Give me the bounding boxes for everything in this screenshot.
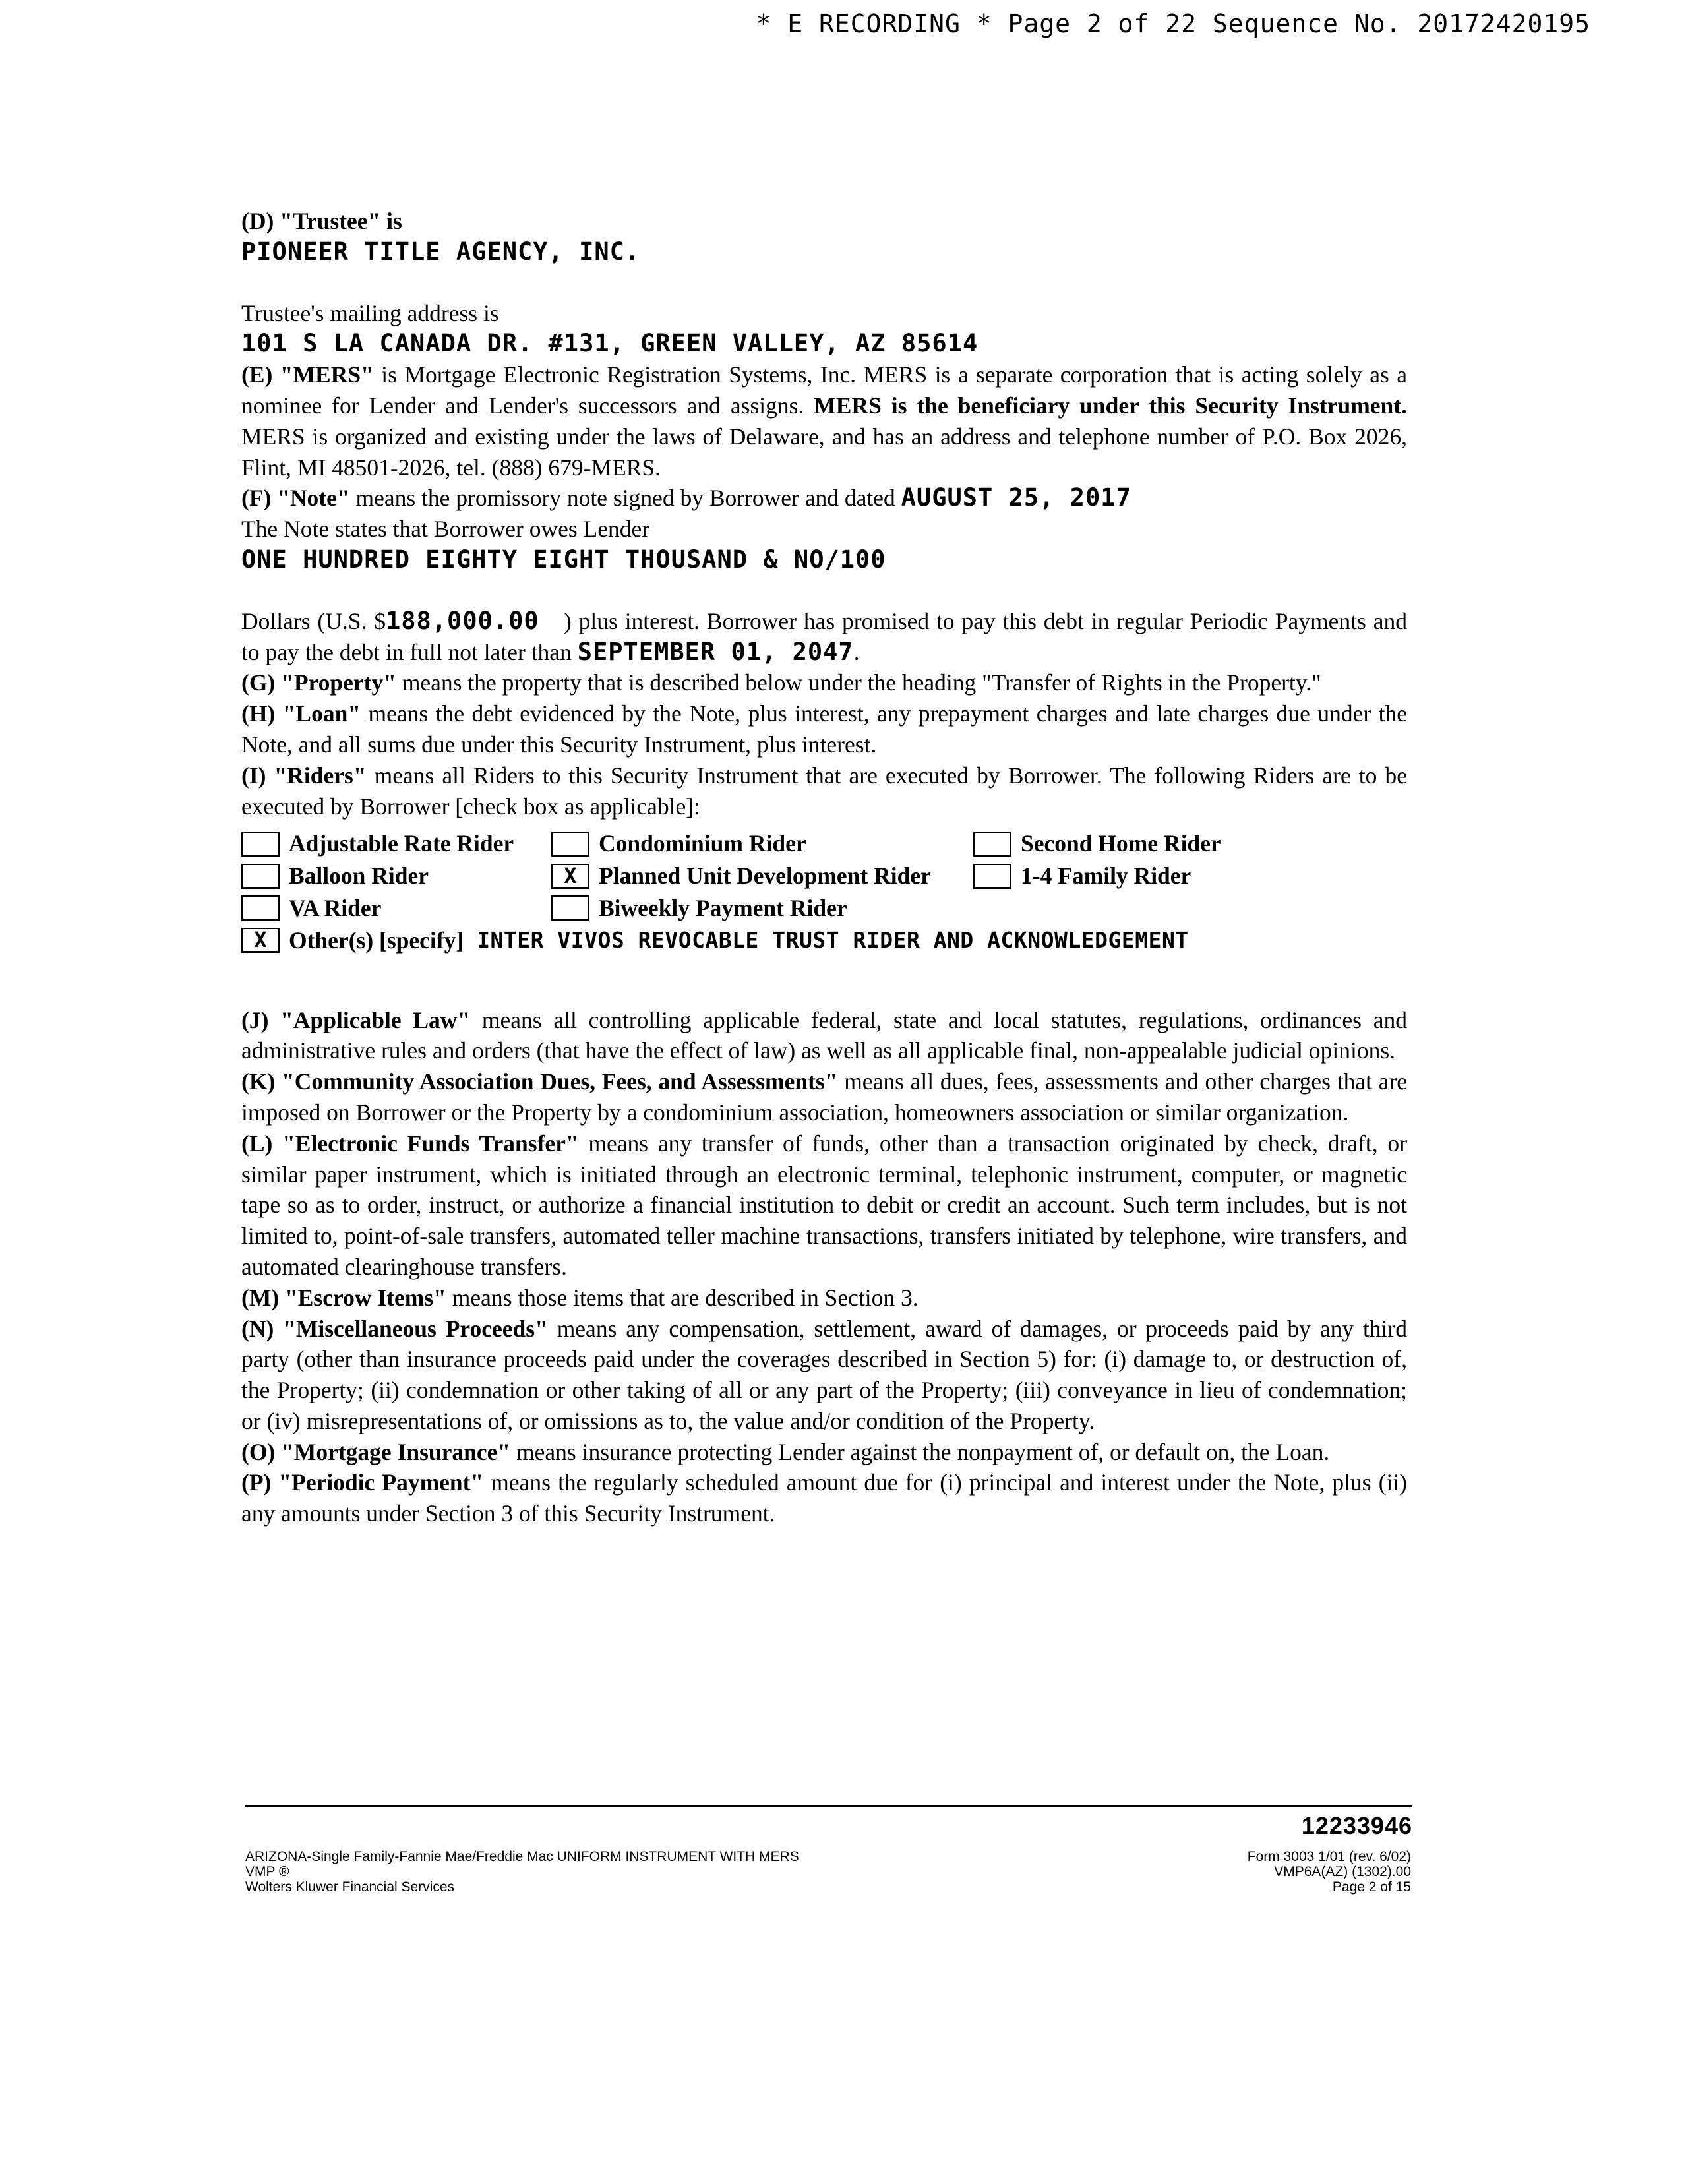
section-n-misc-proceeds: (N) "Miscellaneous Proceeds" means any compensation, settlement, award of damages, or proceeds paid by any third party (other than insurance proceeds paid under the coverages described in Section 5) for: (i) damage to, or destruction of, the Property; (ii) condemnation or other taking of all or any part of the Property; (iii) conveyance in lieu of condemnation; or (iv) misrepresentations of, or omissions as to, the value and/or condition of the Property.: [241, 1315, 1407, 1434]
section-j-label: (J) "Applicable Law": [241, 1006, 471, 1033]
rider-other-label: Other(s) [specify]: [289, 926, 464, 954]
section-p-label: (P) "Periodic Payment": [241, 1469, 484, 1496]
rider-checkbox[interactable]: [241, 895, 280, 921]
rider-adjustable-rate: Adjustable Rate Rider: [241, 828, 551, 859]
section-d-intro: is: [380, 208, 402, 234]
section-m-label: (M) "Escrow Items": [241, 1284, 446, 1311]
recording-header: * E RECORDING * Page 2 of 22 Sequence No. 20172420195: [756, 9, 1590, 38]
footer-vmp: VMP ®: [245, 1864, 289, 1879]
section-m-escrow-items: (M) "Escrow Items" means those items that are described in Section 3.: [241, 1284, 919, 1311]
section-f-label: (F) "Note": [241, 485, 350, 512]
loan-amount-numeric: 188,000.00: [385, 606, 539, 635]
rider-second-home: Second Home Rider: [973, 828, 1408, 859]
trustee-name: PIONEER TITLE AGENCY, INC.: [241, 237, 641, 266]
footer-form-title: ARIZONA-Single Family-Fannie Mae/Freddie Mac UNIFORM INSTRUMENT WITH MERS: [245, 1849, 799, 1864]
section-h-loan: (H) "Loan" means the debt evidenced by the Note, plus interest, any prepayment charges and late charges due under the Note, and all sums due under this Security Instrument, plus interest.: [241, 700, 1407, 758]
rider-checkbox[interactable]: [973, 832, 1011, 857]
section-j-applicable-law: (J) "Applicable Law" means all controlling applicable federal, state and local statutes, regulations, ordinances and administrative rules and orders (that have the effect of law) as well as all applicable final, non-appealable judicial opinions.: [241, 1006, 1407, 1064]
rider-other-checkbox[interactable]: X: [241, 928, 280, 953]
loan-amount-words: ONE HUNDRED EIGHTY EIGHT THOUSAND & NO/100: [241, 545, 886, 574]
rider-checkbox[interactable]: [973, 864, 1011, 889]
rider-other: [241, 925, 1407, 956]
section-e-mers: (E) "MERS" is Mortgage Electronic Registration Systems, Inc. MERS is a separate corporation that is acting solely as a nominee for Lender and Lender's successors and assigns. MERS is the beneficiary under this Security Instrument. MERS is organized and existing under the laws of Delaware, and has an address and telephone number of P.O. Box 2026, Flint, MI 48501-2026, tel. (888) 679-MERS.: [241, 361, 1407, 481]
footer-publisher: Wolters Kluwer Financial Services: [245, 1879, 455, 1895]
loan-number: 12233946: [1301, 1812, 1412, 1839]
rider-planned-unit-development: X Planned Unit Development Rider: [551, 861, 973, 892]
section-o-mortgage-insurance: (O) "Mortgage Insurance" means insurance protecting Lender against the nonpayment of, or default on, the Loan.: [241, 1438, 1330, 1465]
section-g-label: (G) "Property": [241, 669, 396, 696]
rider-other-value: INTER VIVOS REVOCABLE TRUST RIDER AND ACKNOWLEDGEMENT: [477, 926, 1189, 953]
rider-checkbox[interactable]: [551, 832, 589, 857]
section-o-label: (O) "Mortgage Insurance": [241, 1438, 511, 1465]
section-l-label: (L) "Electronic Funds Transfer": [241, 1130, 579, 1157]
footer-form-number: [1248, 1849, 1411, 1895]
section-d-trustee: [241, 206, 1407, 237]
section-k-community-association: (K) "Community Association Dues, Fees, and Assessments" means all dues, fees, assessments and other charges that are imposed on Borrower or the Property by a condominium association, homeowners association or similar organization.: [241, 1068, 1408, 1126]
section-f-note: (F) "Note" means the promissory note signed by Borrower and dated AUGUST 25, 2017: [241, 483, 1131, 512]
rider-condominium: Condominium Rider: [551, 828, 973, 859]
rider-checkbox[interactable]: [241, 832, 280, 857]
footer-form-id: Form 3003 1/01 (rev. 6/02): [1247, 1849, 1411, 1864]
section-h-label: (H) "Loan": [241, 700, 361, 727]
section-i-label: (I) "Riders": [241, 762, 367, 789]
rider-checkbox[interactable]: [551, 895, 589, 921]
trustee-mailing-address: 101 S LA CANADA DR. #131, GREEN VALLEY, AZ 85614: [241, 329, 979, 358]
mers-beneficiary-statement: MERS is the beneficiary under this Security Instrument.: [814, 392, 1407, 419]
footer-divider: [245, 1805, 1412, 1807]
document-body: [241, 206, 1407, 1529]
section-i-riders: (I) "Riders" means all Riders to this Security Instrument that are executed by Borrower. The following Riders are to be executed by Borrower [check box as applicable]:: [241, 762, 1407, 820]
rider-biweekly-payment: Biweekly Payment Rider: [551, 893, 973, 924]
trustee-mailing-label: Trustee's mailing address is: [241, 299, 499, 326]
rider-1-4-family: 1-4 Family Rider: [973, 861, 1408, 892]
footer-vmp-code: VMP6A(AZ) (1302).00: [1274, 1864, 1411, 1879]
note-date: AUGUST 25, 2017: [901, 483, 1131, 512]
riders-checklist: [241, 828, 1407, 923]
rider-va: VA Rider: [241, 893, 551, 924]
section-d-label: (D) "Trustee": [241, 208, 381, 234]
section-p-periodic-payment: (P) "Periodic Payment" means the regularly scheduled amount due for (i) principal and interest under the Note, plus (ii) any amounts under Section 3 of this Security Instrument.: [241, 1469, 1407, 1527]
section-l-electronic-funds: (L) "Electronic Funds Transfer" means any transfer of funds, other than a transaction originated by check, draft, or similar paper instrument, which is initiated through an electronic terminal, telephonic instrument, computer, or magnetic tape so as to order, instruct, or authorize a financial institution to debit or credit an account. Such term includes, but is not limited to, point-of-sale transfers, automated teller machine transactions, transfers initiated by telephone, wire transfers, and automated clearinghouse transfers.: [241, 1130, 1407, 1280]
maturity-date: SEPTEMBER 01, 2047: [577, 637, 854, 666]
footer-page-number: Page 2 of 15: [1332, 1879, 1411, 1895]
note-amount-paragraph: Dollars (U.S. $188,000.00 ) plus interest. Borrower has promised to pay this debt in regular Periodic Payments and to pay the debt in full not later than SEPTEMBER 01, 2047.: [241, 606, 1407, 666]
section-n-label: (N) "Miscellaneous Proceeds": [241, 1315, 548, 1342]
section-e-label: (E) "MERS": [241, 361, 374, 388]
rider-balloon: Balloon Rider: [241, 861, 551, 892]
section-g-property: (G) "Property" means the property that is described below under the heading "Transfer of Rights in the Property.": [241, 669, 1321, 696]
section-k-label: (K) "Community Association Dues, Fees, and Assessments": [241, 1068, 838, 1095]
footer-form-info: [245, 1849, 799, 1895]
rider-checkbox[interactable]: X: [551, 864, 589, 889]
rider-checkbox[interactable]: [241, 864, 280, 889]
note-owes-line: The Note states that Borrower owes Lender: [241, 516, 650, 543]
